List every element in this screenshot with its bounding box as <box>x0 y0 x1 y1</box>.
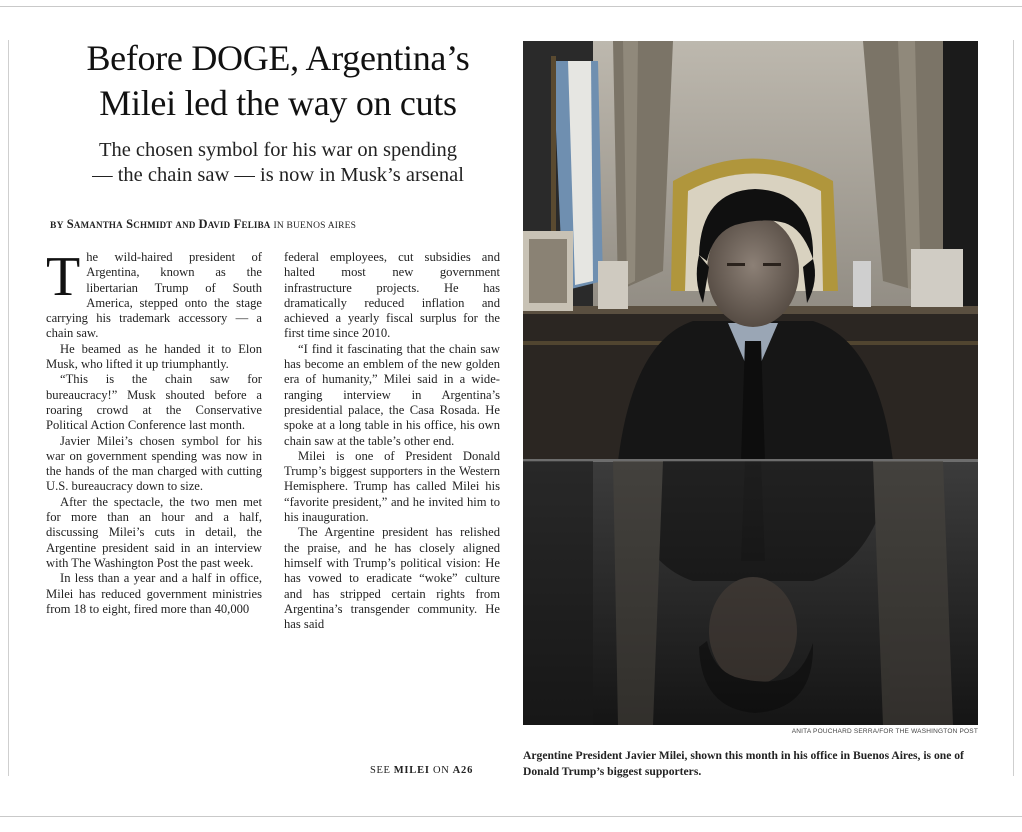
bottom-rule <box>0 816 1022 817</box>
paragraph: federal employees, cut subsidies and halted most new government infrastructure projects. He has dramatically reduced inflation and achieved a yearly fiscal surplus for the first time since 2010. <box>284 250 500 341</box>
top-rule <box>0 6 1022 7</box>
article-column-1 <box>46 246 262 617</box>
photo-caption: Argentine President Javier Milei, shown this month in his office in Buenos Aires, is one of Donald Trump’s biggest supporters. <box>523 749 964 778</box>
paragraph: Milei is one of President Donald Trump’s biggest supporters in the Western Hemisphere. Trump has called Milei his “favorite president,” and he invited him to his inauguration. <box>284 448 500 525</box>
jump-on: ON <box>433 765 450 776</box>
jump-line[interactable] <box>370 765 473 776</box>
drop-cap: T <box>46 246 81 308</box>
photo-illustration <box>523 41 978 725</box>
headline-line-2: Milei led the way on cuts <box>99 83 457 123</box>
headline <box>40 36 516 126</box>
byline-location: IN BUENOS AIRES <box>273 221 357 231</box>
byline-author-2: David Feliba <box>198 217 271 231</box>
photo-milei-office <box>523 41 978 725</box>
subheadline <box>40 138 516 188</box>
paragraph: “This is the chain saw for bureaucracy!” Musk shouted before a roaring crowd at the Conservative Political Action Conference last month. <box>46 372 262 433</box>
paragraph: In less than a year and a half in office, Milei has reduced government ministries from 18 to eight, fired more than 40,000 <box>46 571 262 616</box>
jump-see: SEE <box>370 765 391 776</box>
subhead-line-2: — the chain saw — is now in Musk’s arsenal <box>92 164 464 186</box>
article-column-2 <box>284 250 500 632</box>
photo-credit: ANITA POUCHARD SERRA/FOR THE WASHINGTON POST <box>791 728 978 735</box>
paragraph: After the spectacle, the two men met for more than an hour and a half, discussing Milei’s cuts in detail, the Argentine president said in an interview with The Washington Post the past week. <box>46 494 262 570</box>
jump-target: MILEI <box>393 765 430 776</box>
paragraph: Javier Milei’s chosen symbol for his war on government spending was now in the hands of the man charged with cutting U.S. bureaucracy down to size. <box>46 433 262 494</box>
paragraph: He beamed as he handed it to Elon Musk, who lifted it up triumphantly. <box>46 341 262 372</box>
byline-by: BY <box>50 221 64 231</box>
paragraph: The wild-haired president of Argentina, known as the libertarian Trump of South America, stepped onto the stage carrying his trademark accessory — a chain saw. <box>46 246 262 341</box>
byline-author-1: Samantha Schmidt <box>66 217 173 231</box>
paragraph: “I find it fascinating that the chain saw has become an emblem of the new golden era of humanity,” Milei said in a wide-ranging interview in Argentina’s presidential palace, the Casa Rosada. He spoke at a long table in his office, his own chain saw at the table’s other end. <box>284 341 500 448</box>
jump-page: A26 <box>452 765 474 776</box>
byline-and: and <box>175 217 196 231</box>
left-column-rule <box>8 40 9 776</box>
byline <box>50 217 510 232</box>
subhead-line-1: The chosen symbol for his war on spending <box>98 139 458 161</box>
headline-line-1: Before DOGE, Argentina’s <box>86 38 470 78</box>
right-column-rule <box>1013 40 1014 776</box>
paragraph: The Argentine president has relished the praise, and he has closely aligned himself with Trump’s political vision: He has vowed to eradicate “woke” culture and has stripped certain rights from Argentina’s transgender community. He has said <box>284 525 500 632</box>
